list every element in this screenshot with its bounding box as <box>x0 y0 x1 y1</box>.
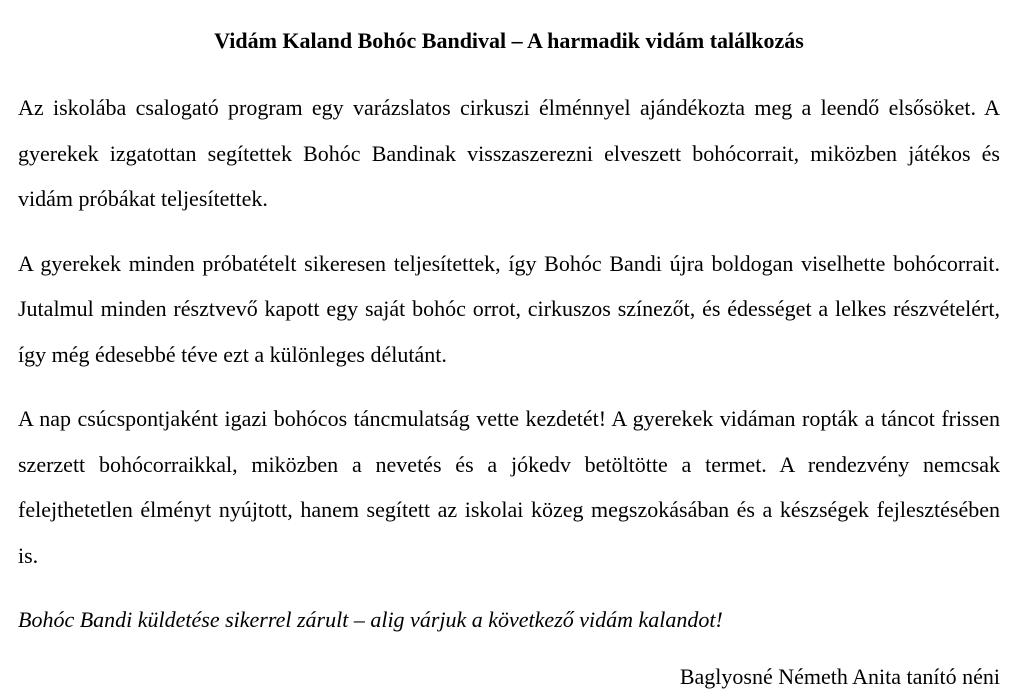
author-signature: Baglyosné Németh Anita tanító néni <box>679 663 1000 689</box>
document-title: Vidám Kaland Bohóc Bandival – A harmadik vidám találkozás <box>214 28 804 53</box>
closing-line: Bohóc Bandi küldetése sikerrel zárult – alig várjuk a következő vidám kalandot! <box>18 607 723 632</box>
paragraph-1: Az iskolába csalogató program egy varázslatos cirkuszi élménnyel ajándékozta meg a leendő elsősöket. A gyerekek izgatottan segítettek Bohóc Bandinak visszaszerezni elveszett bohócorrait, miközben játékos és vidám próbákat teljesítettek. <box>18 95 1000 211</box>
document-page <box>18 0 1000 699</box>
paragraph-2: A gyerekek minden próbatételt sikeresen teljesítettek, így Bohóc Bandi újra boldogan viselhette bohócorrait. Jutalmul minden résztvevő kapott egy saját bohóc orrot, cirkuszos színezőt, és édességet a lelkes részvételért, így még édesebbé téve ezt a különleges délutánt. <box>18 250 1000 367</box>
paragraph-3: A nap csúcspontjaként igazi bohócos táncmulatság vette kezdetét! A gyerekek vidáman ropták a táncot frissen szerzett bohócorraikkal, miközben a nevetés és a jókedv betöltötte a termet. A rendezvény nemcsak felejthetetlen élményt nyújtott, hanem segített az iskolai közeg megszokásában és a készségek fejlesztésében is. <box>18 406 1000 568</box>
